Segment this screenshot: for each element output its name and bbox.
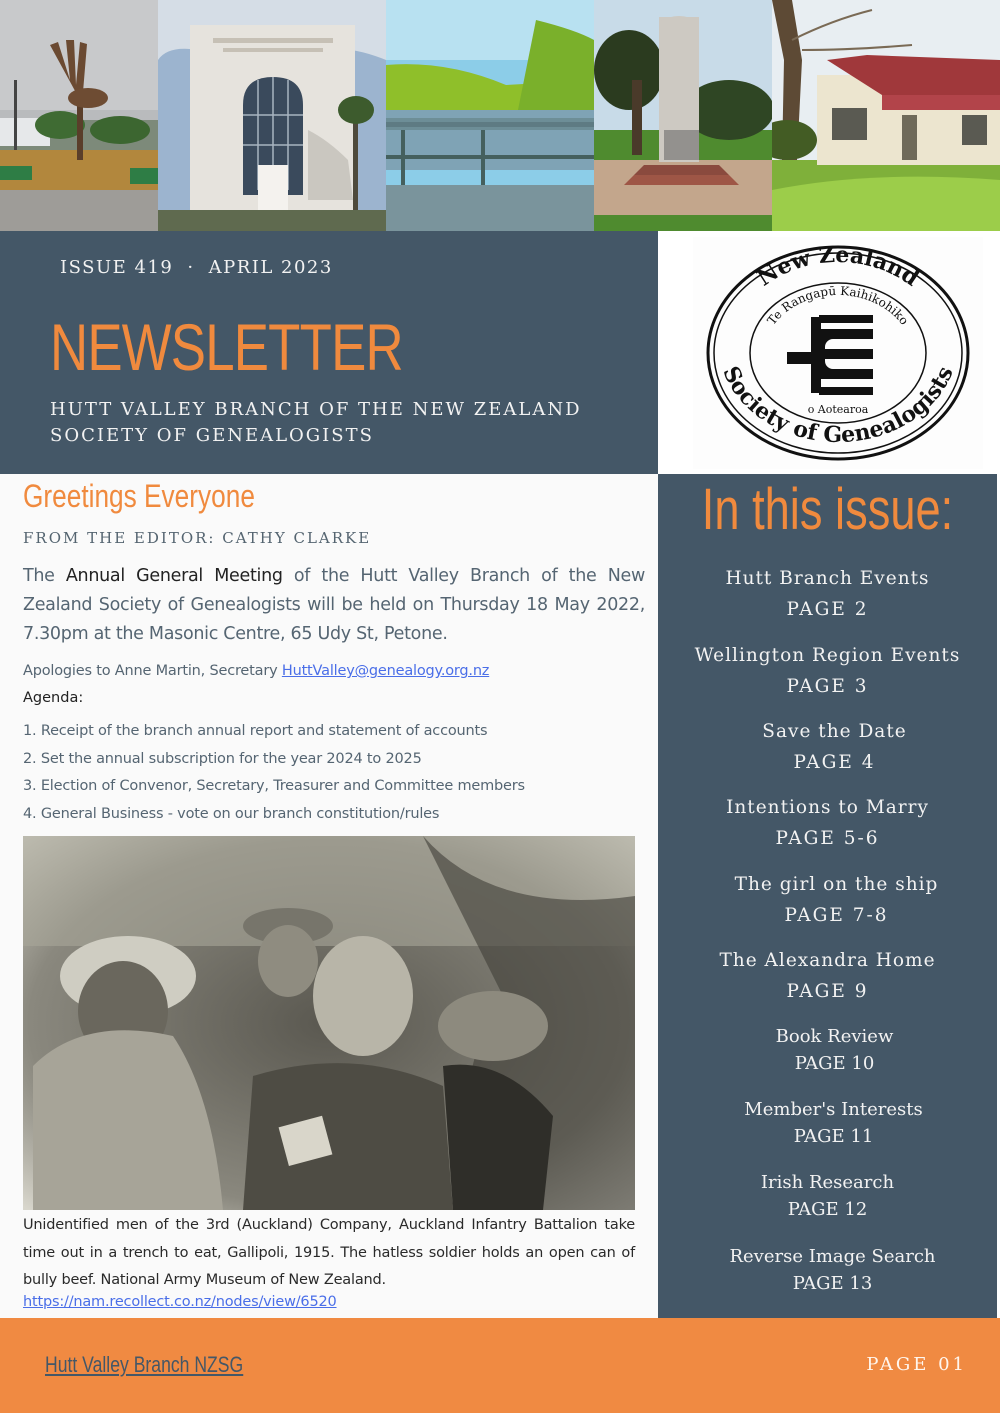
logo-inner-top-text: Te Rangapū Kaihikohiko	[764, 283, 912, 328]
greeting-heading: Greetings Everyone	[23, 478, 255, 514]
branch-name	[50, 397, 582, 449]
toc-item-page: PAGE 10	[794, 1053, 875, 1074]
toc-item-title: Reverse Image Search	[729, 1246, 936, 1267]
agm-highlight: Annual General Meeting	[65, 566, 283, 586]
toc-item-page: PAGE 12	[787, 1199, 868, 1220]
cottage-photo	[772, 0, 1000, 231]
toc-item-alexandra-home[interactable]	[658, 950, 997, 1002]
logo-top-text: New Zealand	[752, 241, 924, 292]
header-photo-strip	[0, 0, 1000, 231]
issue-info	[60, 257, 333, 278]
sidebar-title: In this issue:	[701, 477, 954, 542]
toc-item-title: Member's Interests	[744, 1099, 923, 1120]
branch-home-link[interactable]: Hutt Valley Branch NZSG	[45, 1352, 244, 1377]
toc-item-title: Book Review	[775, 1026, 894, 1047]
obelisk-memorial-photo	[594, 0, 772, 231]
masthead	[0, 231, 658, 474]
toc-item-page: PAGE 2	[786, 599, 869, 620]
newsletter-title: NEWSLETTER	[50, 310, 403, 384]
toc-item-page: PAGE 3	[786, 676, 869, 697]
logo-inner-bottom-text: o Aotearoa	[807, 403, 869, 416]
toc-item-page: PAGE 4	[793, 752, 876, 773]
fantail-sculpture-photo	[0, 0, 158, 231]
river-bridge-photo	[386, 0, 594, 231]
toc-item-intentions-to-marry[interactable]	[658, 797, 997, 849]
toc-item-save-the-date[interactable]	[658, 721, 997, 773]
logo-area	[660, 231, 1000, 474]
agenda-list	[23, 718, 525, 828]
agm-announcement	[23, 562, 645, 649]
toc-item-title: The Alexandra Home	[719, 950, 936, 971]
toc-item-page: PAGE 13	[792, 1273, 873, 1294]
agenda-label: Agenda:	[23, 690, 84, 706]
editor-byline: FROM THE EDITOR: CATHY CLARKE	[23, 529, 372, 547]
toc-item-title: Irish Research	[760, 1172, 895, 1193]
apologies-line	[23, 663, 489, 679]
branch-name-line-1: HUTT VALLEY BRANCH OF THE NEW ZEALAND	[50, 399, 582, 420]
toc-item-members-interests[interactable]	[658, 1099, 997, 1147]
toc-item-page: PAGE 7-8	[784, 905, 889, 926]
toc-item-title: Save the Date	[762, 721, 907, 742]
in-this-issue-sidebar	[658, 474, 997, 1318]
war-memorial-building-photo	[158, 0, 386, 231]
toc-item-book-review[interactable]	[658, 1026, 997, 1074]
logo-bottom-text: Society of Genealogists	[717, 362, 959, 449]
toc-item-title: The girl on the ship	[734, 874, 939, 895]
toc-item-title: Intentions to Marry	[726, 797, 929, 818]
agenda-item: 3. Election of Convenor, Secretary, Treasurer and Committee members	[23, 778, 525, 794]
taiaha-emblem-icon	[787, 315, 873, 395]
apologies-text: Apologies to Anne Martin, Secretary	[23, 663, 282, 679]
nzsg-logo	[693, 237, 983, 469]
issue-separator: ·	[187, 257, 195, 278]
agenda-item: 2. Set the annual subscription for the year 2024 to 2025	[23, 750, 422, 767]
toc-item-title: Wellington Region Events	[694, 645, 961, 666]
agenda-item: 4. General Business - vote on our branch constitution/rules	[23, 805, 440, 822]
gallipoli-soldiers-photo	[23, 836, 635, 1210]
issue-date: APRIL 2023	[208, 257, 333, 278]
toc-item-page: PAGE 9	[786, 981, 869, 1002]
toc-item-title: Hutt Branch Events	[725, 568, 930, 589]
editor-letter	[0, 474, 658, 1318]
toc-item-hutt-branch-events[interactable]	[658, 568, 997, 620]
branch-name-line-2: SOCIETY OF GENEALOGISTS	[50, 425, 374, 446]
toc-item-girl-on-the-ship[interactable]	[658, 874, 997, 926]
toc-item-reverse-image-search[interactable]	[658, 1246, 997, 1294]
intro-prefix: The	[23, 566, 66, 586]
toc-item-page: PAGE 11	[793, 1126, 874, 1147]
photo-caption: Unidentified men of the 3rd (Auckland) Company, Auckland Infantry Battalion take time out in a trench to eat, Gallipoli, 1915. The hatless soldier holds an open can of bully beef. National Army Museum of New Zealand.	[23, 1217, 635, 1288]
page-footer	[0, 1318, 1000, 1413]
secretary-email-link[interactable]: HuttValley@genealogy.org.nz	[281, 663, 490, 679]
toc-item-page: PAGE 5-6	[775, 828, 880, 849]
page-number: PAGE 01	[866, 1354, 967, 1375]
toc-item-irish-research[interactable]	[658, 1172, 997, 1220]
agenda-item: 1. Receipt of the branch annual report and statement of accounts	[23, 723, 488, 739]
toc-item-wellington-region-events[interactable]	[658, 645, 997, 697]
issue-number: ISSUE 419	[60, 257, 174, 278]
photo-source-link[interactable]: https://nam.recollect.co.nz/nodes/view/6520	[23, 1294, 337, 1310]
intro-rest: of the Hutt Valley Branch of the New Zealand Society of Genealogists will be held on Thursday 18 May 2022, 7.30pm at the Masonic Centre, 65 Udy St, Petone.	[23, 566, 645, 644]
